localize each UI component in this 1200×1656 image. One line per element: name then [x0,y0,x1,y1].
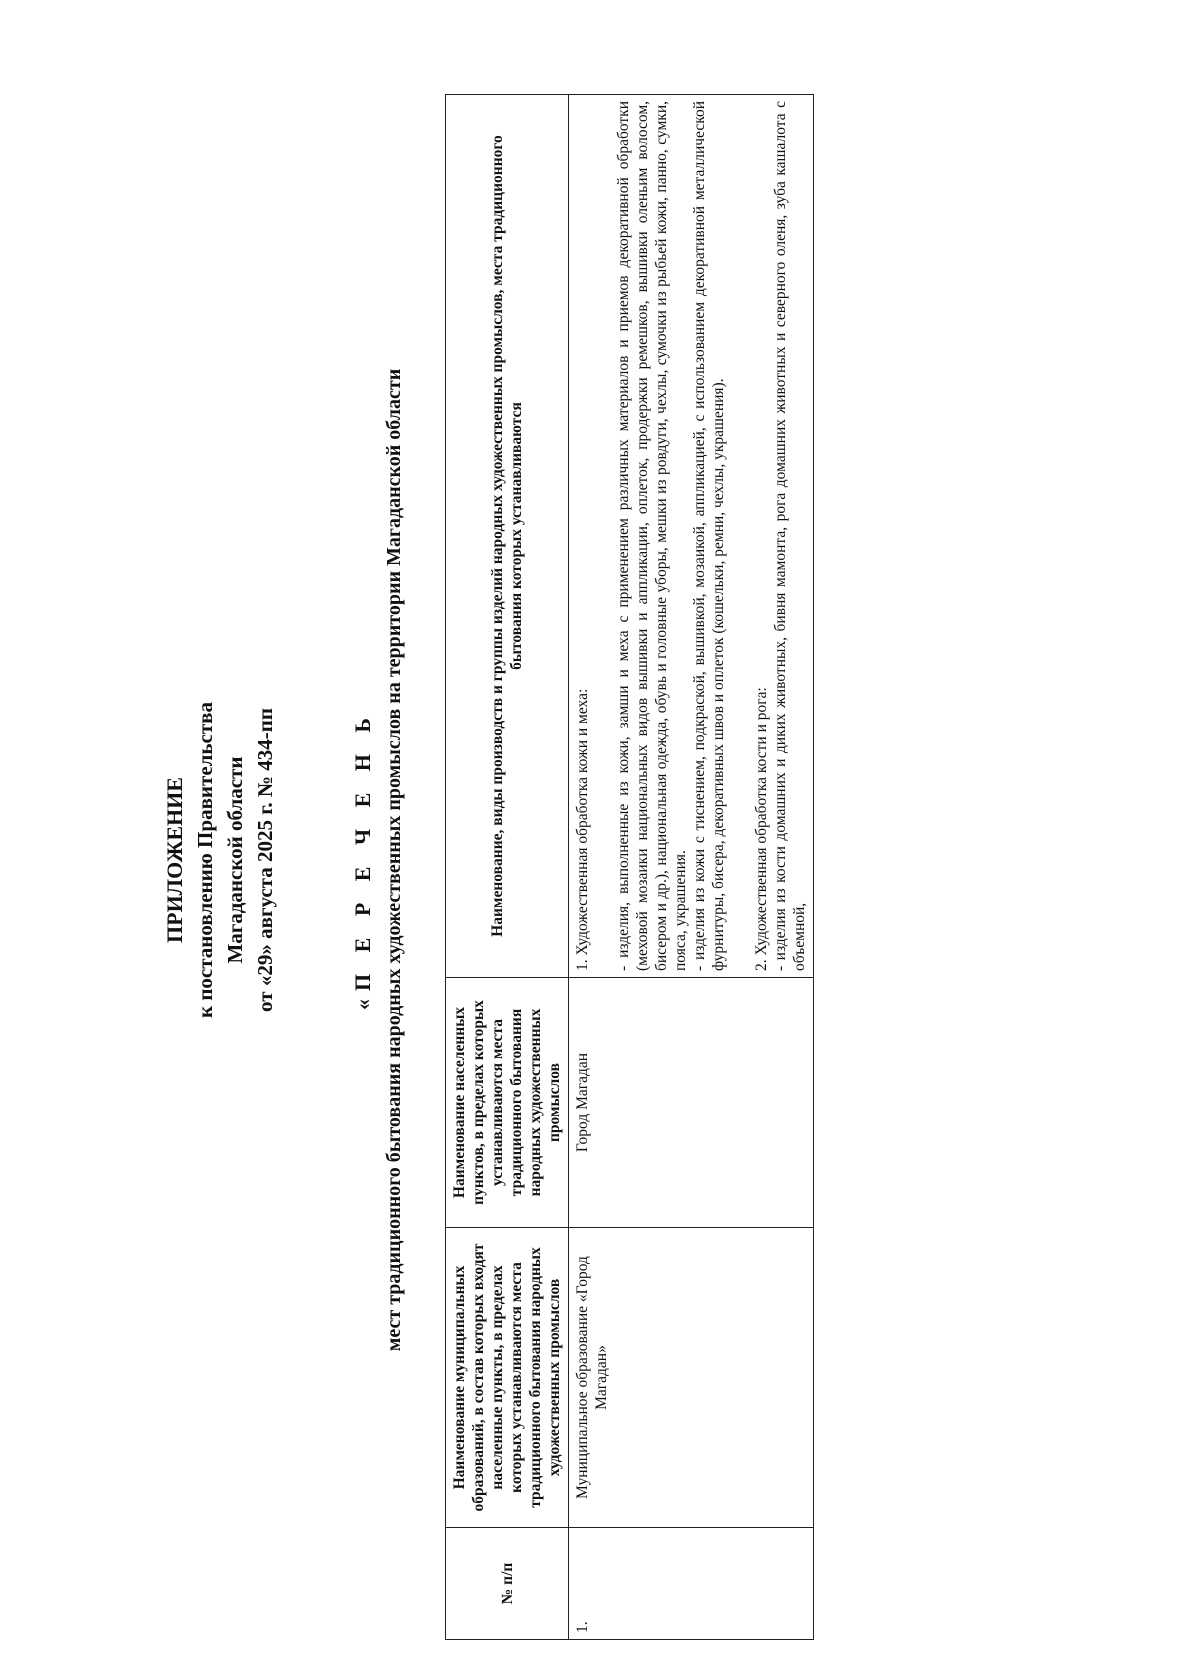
crafts-section-2-heading: 2. Художественная обработка кости и рога: [753,687,770,971]
header-crafts: Наименование, виды производств и группы изделий народных художественных промыслов, места традиционного бытования которых устанавливаются [446,95,569,978]
header-municipality: Наименование муниципальных образований, в состав которых входят населенные пункты, в пределах которых устанавливаются места традиционного бытования народных художественных промыслов [446,1228,569,1528]
places-table [445,94,814,1640]
crafts-section-1-paragraph-1: - изделия, выполненные из кожи, замши и меха с применением различных материалов и приемов декоративной обработки (меховой мозаики национальных видов вышивки и аппликации, оплеток, продержки ремешков, вышивки оленьим волосом, бисером и др.), национальная одежда, обувь и головные уборы, мешки из ровдуги, чехлы, сумочки из рыбьей кожи, панно, сумки, пояса, украшения. [615,101,689,971]
appendix-line-2: Магаданской области [223,756,247,964]
appendix-line-1: к постановлению Правительства [193,701,217,1019]
appendix-line-3: от «29» августа 2025 г. № 434-пп [253,708,277,1012]
row-number: 1. [569,1528,814,1640]
table-row [569,95,814,1640]
list-subtitle: мест традиционного бытования народных художественных промыслов на территории Магаданской области [383,368,405,1352]
document-page [15,80,1140,1640]
header-settlement: Наименование населенных пунктов, в пределах которых устанавливаются места традиционного бытования народных художественных промыслов [446,978,569,1228]
crafts-section-1-paragraph-2: - изделия из кожи с тиснением, подкраской, вышивкой, мозаикой, аппликацией, с использованием декоративной металлической фурнитуры, бисера, декоративных швов и оплеток (кошельки, ремни, чехлы, украшения). [691,101,727,971]
crafts-section-2-paragraph-1: - изделия из кости домашних и диких животных, бивня мамонта, рога домашних животных и северного оленя, зуба кашалота с объемной, [772,101,808,971]
table-header-row [446,95,569,1640]
crafts-section-1-heading: 1. Художественная обработка кожи и меха: [574,688,591,971]
header-number: № п/п [446,1528,569,1640]
appendix-header [160,80,280,1640]
row-settlement: Город Магадан [569,978,814,1228]
row-crafts [569,95,814,978]
list-title: «П Е Р Е Ч Е Н Ь [350,710,375,1010]
appendix-title: ПРИЛОЖЕНИЕ [162,777,187,943]
row-municipality: Муниципальное образование «Город Магадан» [569,1228,814,1528]
